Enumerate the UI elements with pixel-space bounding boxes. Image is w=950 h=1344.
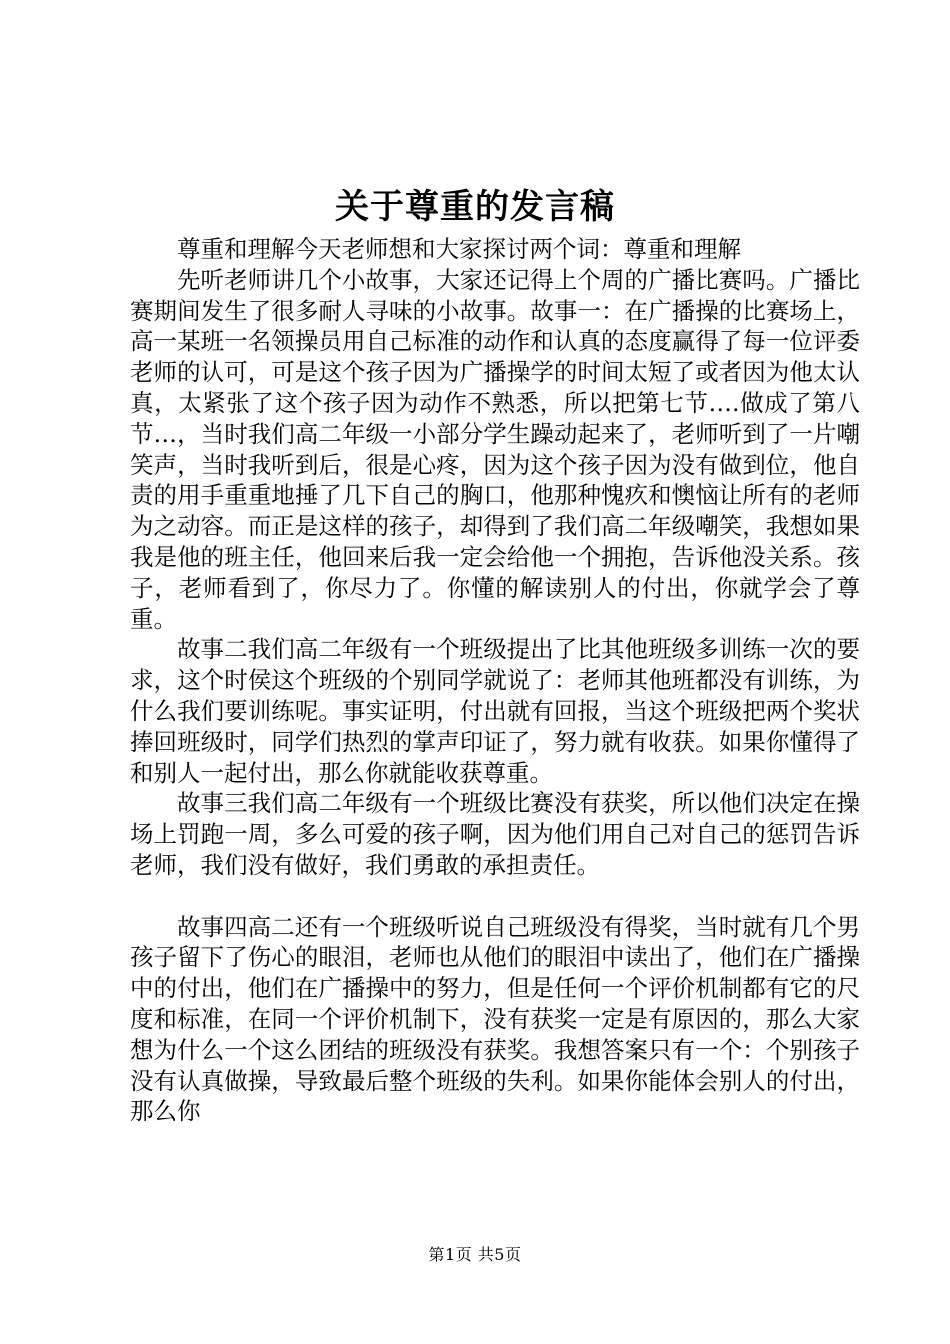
paragraph-intro: 尊重和理解今天老师想和大家探讨两个词：尊重和理解 xyxy=(177,235,741,263)
paragraph-story-one: 先听老师讲几个小故事，大家还记得上个周的广播比赛吗。广播比赛期间发生了很多耐人寻味的小故事。故事一：在广播操的比赛场上，高一某班一名领操员用自己标准的动作和认真的态度赢得了每一位评委老师的认可，可是这个孩子因为广播操学的时间太短了或者因为他太认真，太紧张了这个孩子因为动作不熟悉，所以把第七节….做成了第八节…，当时我们高二年级一小部分学生躁动起来了，老师听到了一片嘲笑声，当时我听到后，很是心疼，因为这个孩子因为没有做到位，他自责的用手重重地捶了几下自己的胸口，他那种愧疚和懊恼让所有的老师为之动容。而正是这样的孩子，却得到了我们高二年级嘲笑，我想如果我是他的班主任，他回来后我一定会给他一个拥抱，告诉他没关系。孩子，老师看到了，你尽力了。你懂的解读别人的付出，你就学会了尊重。 xyxy=(130,265,860,633)
paragraph-story-four: 故事四高二还有一个班级听说自己班级没有得奖，当时就有几个男孩子留下了伤心的眼泪，老师也从他们的眼泪中读出了，他们在广播操中的付出，他们在广播操中的努力，但是任何一个评价机制都有它的尺度和标准，在同一个评价机制下，没有获奖一定是有原因的，那么大家想为什么一个这么团结的班级没有获奖。我想答案只有一个：个别孩子没有认真做操，导致最后整个班级的失利。如果你能体会别人的付出，那么你 xyxy=(130,912,860,1126)
paragraph-story-two: 故事二我们高二年级有一个班级提出了比其他班级多训练一次的要求，这个时侯这个班级的个别同学就说了：老师其他班都没有训练，为什么我们要训练呢。事实证明，付出就有回报，当这个班级把两个奖状捧回班级时，同学们热烈的掌声印证了，努力就有收获。如果你懂得了和别人一起付出，那么你就能收获尊重。 xyxy=(130,635,860,787)
page-footer: 第1页 共5页 xyxy=(428,1245,522,1264)
document-body xyxy=(130,234,860,1127)
paragraph-story-three: 故事三我们高二年级有一个班级比赛没有获奖，所以他们决定在操场上罚跑一周，多么可爱的孩子啊，因为他们用自己对自己的惩罚告诉老师，我们没有做好，我们勇敢的承担责任。 xyxy=(130,789,860,879)
document-title: 关于尊重的发言稿 xyxy=(335,187,615,227)
